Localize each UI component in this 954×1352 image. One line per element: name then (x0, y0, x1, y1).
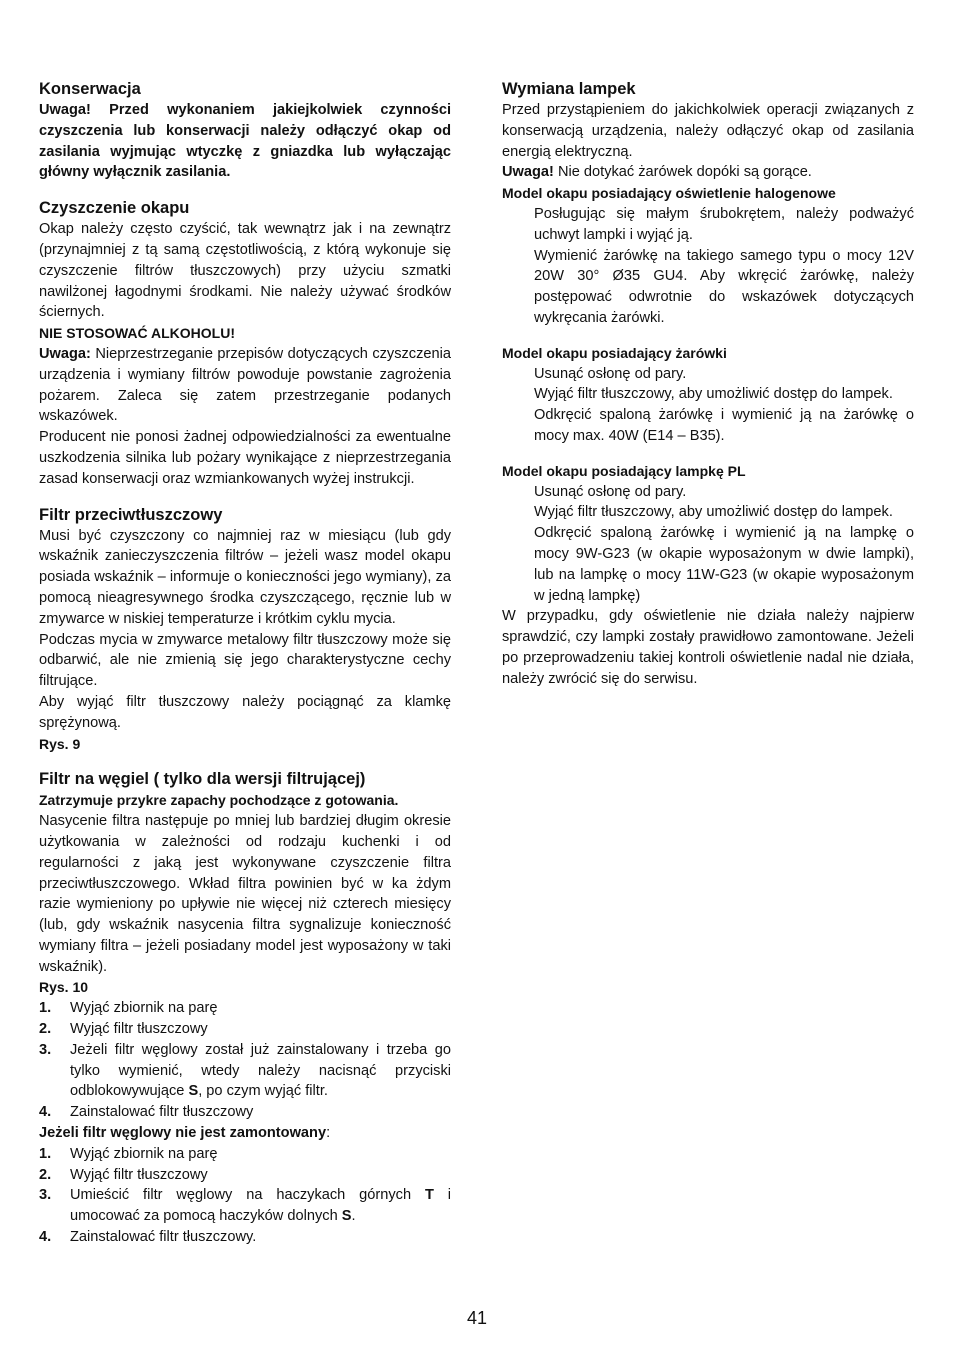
list-text-part: . (351, 1208, 356, 1225)
hook-letter-s: S (341, 1208, 352, 1225)
colon: : (326, 1125, 331, 1142)
figure-reference-9: Rys. 9 (39, 735, 81, 752)
list-text: Wyjąć zbiornik na parę (70, 1000, 218, 1017)
list-text-part: , po czym wyjąć filtr. (198, 1083, 328, 1100)
section-title-filtr-wegiel: Filtr na węgiel ( tylko dla wersji filtrującej) (39, 770, 366, 789)
grease-filter-paragraph-1: Musi być czyszczony co najmniej raz w miesiącu (lub gdy wskaźnik zanieczyszczenia filtrów – jeżeli wasz model okapu posiada wskaźnik – informuje o konieczności jego wymiany), za pomocą nieagresywnego środka czyszczącego, ręcznie lub w zmywarce w niskiej temperaturze i krótkim cyklu mycia. (39, 527, 451, 627)
section-title-czyszczenie: Czyszczenie okapu (39, 199, 190, 218)
list-item (39, 1102, 451, 1123)
list-number: 4. (39, 1104, 52, 1121)
no-alcohol-notice: NIE STOSOWAĆ ALKOHOLU! (39, 325, 235, 342)
pl-step-3: Odkręcić spaloną żarówkę i wymienić ją na lampkę o mocy 9W-G23 (w okapie wyposażonym w dwie lampki), lub na lampkę o mocy 11W-G23 (w okapie wyposażonym w jedną lampkę) (534, 525, 914, 604)
cleaning-paragraph: Okap należy często czyścić, tak wewnątrz jak i na zewnątrz (przynajmniej z tą samą częstotliwością, z którą wykonuje się czyszczenie filtrów tłuszczowych) przy użyciu szmatki nawilżonej łagodnymi środkami. Nie należy używać środków ściernych. (39, 221, 451, 321)
maintenance-warning: Uwaga! Przed wykonaniem jakiejkolwiek czynności czyszczenia lub konserwacji należy odłączyć okap od zasilania wyjmując wtyczkę z gniazdka lub wyłączając główny wyłącznik zasilania. (39, 102, 451, 181)
not-installed-heading (39, 1123, 451, 1144)
warning-label: Uwaga! (502, 164, 554, 181)
section-title-konserwacja: Konserwacja (39, 80, 141, 98)
list-text: Zainstalować filtr tłuszczowy (70, 1104, 254, 1121)
grease-filter-paragraph-2: Podczas mycia w zmywarce metalowy filtr tłuszczowy może się odbarwić, ale nie zmienią się jego charakterystyczne cechy filtrujące. (39, 631, 451, 690)
not-installed-label: Jeżeli filtr węglowy nie jest zamontowany (39, 1125, 327, 1142)
list-number: 2. (39, 1166, 52, 1183)
page-number: 41 (466, 1308, 488, 1328)
warning-label: Uwaga: (39, 345, 91, 362)
bulb-step-1: Usunąć osłonę od pary. (534, 365, 687, 382)
left-column (39, 78, 451, 1248)
halogen-step-2: Wymienić żarówkę na takiego samego typu o mocy 12V 20W 30° Ø35 GU4. Aby wkręcić żarówkę, należy postępować odwrotnie do wskazówek dotyczących wykręcania żarówki. (534, 247, 914, 326)
hook-letter-t: T (424, 1187, 434, 1204)
list-number: 3. (39, 1187, 52, 1204)
list-text (70, 1185, 451, 1227)
list-number: 4. (39, 1229, 52, 1246)
button-letter-s: S (188, 1083, 199, 1100)
lighting-troubleshooting: W przypadku, gdy oświetlenie nie działa należy najpierw sprawdzić, czy lampki zostały prawidłowo zamontowane. Jeżeli po przeprowadzeniu takiej kontroli oświetlenie nadal nie działa, należy zwrócić się do serwisu. (502, 608, 914, 687)
list-item (39, 1165, 451, 1186)
list-number: 1. (39, 1145, 52, 1162)
list-text (70, 1040, 451, 1102)
bulb-model-heading: Model okapu posiadający żarówki (502, 344, 727, 361)
halogen-model-heading: Model okapu posiadający oświetlenie halogenowe (502, 185, 836, 202)
pl-step-1: Usunąć osłonę od pary. (534, 483, 687, 500)
warning-text: Nieprzestrzeganie przepisów dotyczących czyszczenia urządzenia i wymiany filtrów powoduje powstanie zagrożenia pożarem. Zaleca się zatem przestrzeganie podanych wskazówek. (39, 345, 451, 425)
list-item (39, 1185, 451, 1227)
list-text-part: Umieścić filtr węglowy na haczykach górnych (70, 1187, 425, 1204)
list-text-part: i umocować za pomocą haczyków dolnych (70, 1187, 451, 1225)
figure-reference-10: Rys. 10 (39, 979, 89, 996)
section-title-wymiana-lampek: Wymiana lampek (502, 80, 636, 98)
bulb-step-2: Wyjąć filtr tłuszczowy, aby umożliwić dostęp do lampek. (534, 386, 893, 403)
cleaning-warning (39, 344, 451, 427)
list-number: 2. (39, 1021, 52, 1038)
list-item (39, 1144, 451, 1165)
list-text: Wyjąć zbiornik na parę (70, 1145, 218, 1162)
right-column (502, 78, 914, 690)
list-item (39, 1227, 451, 1248)
lamp-warning (502, 162, 914, 183)
grease-filter-paragraph-3: Aby wyjąć filtr tłuszczowy należy pociągnąć za klamkę sprężynową. (39, 693, 451, 731)
halogen-step-1: Posługując się małym śrubokrętem, należy podważyć uchwyt lampki i wyjąć ją. (534, 205, 914, 243)
list-text: Wyjąć filtr tłuszczowy (70, 1021, 208, 1038)
carbon-filter-paragraph: Nasycenie filtra następuje po mniej lub bardziej długim okresie użytkowania w zależności od rodzaju kuchenki i od regularności z jaką jest wykonywane czyszczenie filtra przeciwtłuszczowego. Wkład filtra powinien być w ka żdym razie wymieniony po upływie nie więcej niż czterech miesięcy (lub, gdy wskaźnik nasycenia filtra sygnalizuje konieczność wymiany filtra – jeżeli posiadany model jest wyposażony w taki wskaźnik). (39, 813, 451, 975)
list-item (39, 1040, 451, 1102)
list-text: Zainstalować filtr tłuszczowy. (70, 1229, 257, 1246)
bulb-step-3: Odkręcić spaloną żarówkę i wymienić ją na żarówkę o mocy max. 40W (E14 – B35). (534, 407, 914, 444)
lamp-intro-paragraph: Przed przystąpieniem do jakichkolwiek operacji związanych z konserwacją urządzenia, należy odłączyć okap od zasilania energią elektryczną. (502, 102, 914, 160)
pl-step-2: Wyjąć filtr tłuszczowy, aby umożliwić dostęp do lampek. (534, 504, 893, 521)
liability-paragraph: Producent nie ponosi żadnej odpowiedzialności za ewentualne uszkodzenia silnika lub pożary wynikające z nieprzestrzegania zasad konserwacji oraz wzmiankowanych wyżej instrukcji. (39, 429, 451, 487)
list-text-part: Jeżeli filtr węglowy został już zainstalowany i trzeba go tylko wymienić, wtedy należy nacisnąć przyciski odblokowywujące (70, 1041, 451, 1100)
warning-text: Nie dotykać żarówek dopóki są gorące. (553, 164, 812, 181)
list-number: 3. (39, 1041, 52, 1058)
list-text: Wyjąć filtr tłuszczowy (70, 1166, 208, 1183)
list-number: 1. (39, 1000, 52, 1017)
section-title-filtr-tluszczowy: Filtr przeciwtłuszczowy (39, 505, 223, 524)
list-item (39, 1019, 451, 1040)
pl-lamp-model-heading: Model okapu posiadający lampkę PL (502, 462, 746, 479)
list-item (39, 998, 451, 1019)
carbon-filter-subtitle: Zatrzymuje przykre zapachy pochodzące z gotowania. (39, 792, 399, 809)
